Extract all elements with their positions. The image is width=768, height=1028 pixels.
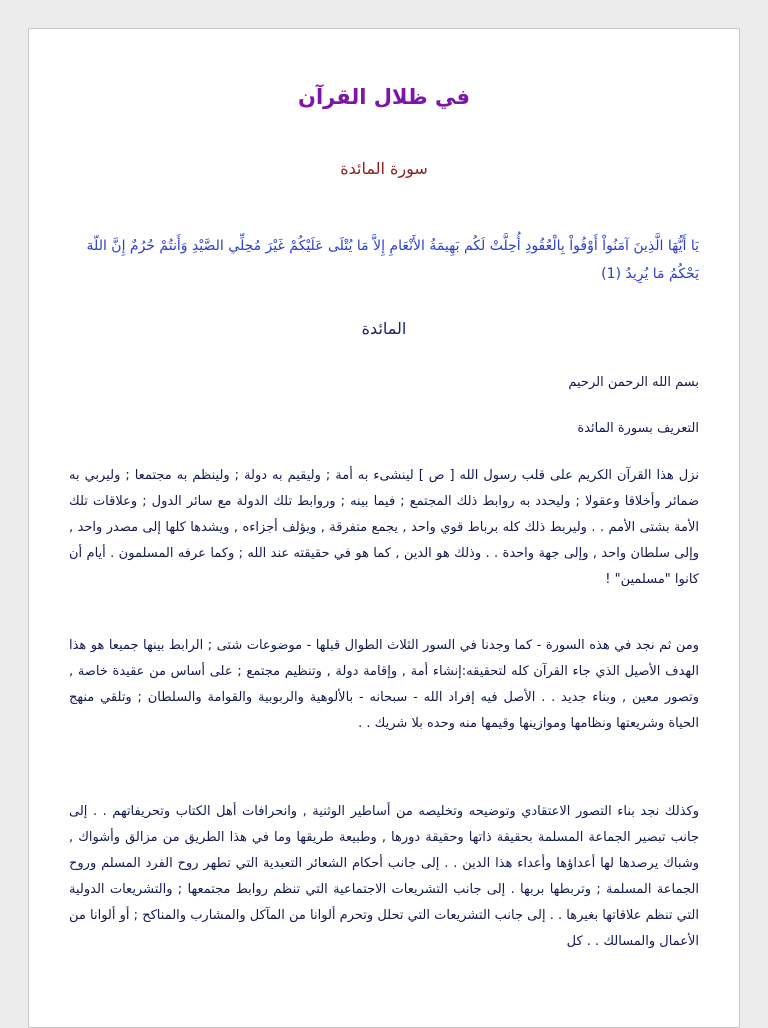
document-page: [28, 28, 740, 1028]
section-heading: المائدة: [361, 319, 407, 338]
intro-heading: التعريف بسورة المائدة: [577, 421, 699, 436]
body-paragraph: ومن ثم نجد في هذه السورة - كما وجدنا في السور الثلاث الطوال قبلها - موضوعات شتى ; الرابط بينها جميعا هو هذا الهدف الأصيل الذي جاء القرآن كله لتحقيقه:إنشاء أمة , وإقامة دولة , وتنظيم مجتمع ; على أساس من عقيدة خاصة , وتصور معين , وبناء جديد . . الأصل فيه إفراد الله - سبحانه - بالألوهية والربوبية والقوامة والسلطان ; وتلقي منهج الحياة وشريعتها ونظامها وموازينها وقيمها منه وحده بلا شريك . .: [69, 638, 699, 731]
page-title: في ظلال القرآن: [298, 85, 470, 109]
surah-heading: سورة المائدة: [340, 159, 428, 178]
basmala-line: بسم الله الرحمن الرحيم: [568, 375, 699, 390]
quran-verse: يَا أَيُّهَا الَّذِينَ آمَنُواْ أَوْفُواْ بِالْعُقُودِ أُحِلَّتْ لَكُم بَهِيمَةُ الأَنْعَامِ إِلاَّ مَا يُتْلَى عَلَيْكُمْ غَيْرَ مُحِلِّي الصَّيْدِ وَأَنتُمْ حُرُمٌ إِنَّ اللّهَ يَحْكُمُ مَا يُرِيدُ (1): [86, 238, 699, 282]
body-paragraph: وكذلك نجد بناء التصور الاعتقادي وتوضيحه وتخليصه من أساطير الوثنية , وانحرافات أهل الكتاب وتحريفاتهم . . إلى جانب تبصير الجماعة المسلمة بحقيقة ذاتها وحقيقة دورها , وطبيعة طريقها وما في هذا الطريق من مزالق وأشواك , وشباك يرصدها لها أعداؤها وأعداء هذا الدين . . إلى جانب أحكام الشعائر التعبدية التي تطهر روح الفرد المسلم وروح الجماعة المسلمة ; وتربطها بربها . إلى جانب التشريعات الاجتماعية التي تنظم روابط مجتمعها ; والتشريعات الدولية التي تنظم علاقاتها بغيرها . . إلى جانب التشريعات التي تحلل وتحرم ألوانا من المآكل والمشارب والمناكح ; أو ألوانا من الأعمال والمسالك . . كل: [69, 804, 699, 949]
body-paragraph: نزل هذا القرآن الكريم على قلب رسول الله [ ص ] لينشىء به أمة ; وليقيم به دولة ; ولينظم به مجتمعا ; وليربي به ضمائر وأخلاقا وعقولا ; وليحدد به روابط ذلك المجتمع ; فيما بينه ; وروابط تلك الدولة مع سائر الدول ; وعلاقات تلك الأمة بشتى الأمم . . وليربط ذلك كله برباط قوي واحد , يجمع متفرقة , ويؤلف أجزاءه , ويشدها كلها إلى مصدر واحد , وإلى سلطان واحد , وإلى جهة واحدة . . وذلك هو الدين , كما هو في حقيقته عند الله ; وكما عرفه المسلمون . أيام أن كانوا "مسلمين" !: [69, 468, 699, 587]
